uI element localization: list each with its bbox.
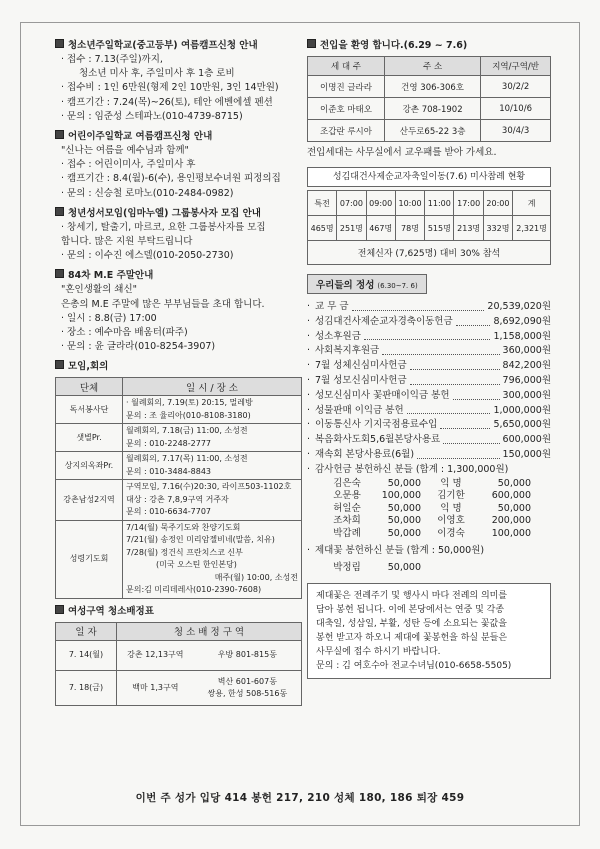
youth-camp-title: 청소년주일학교(중고등부) 여름캠프신청 안내 xyxy=(68,40,258,51)
text-line: · 캠프기간 : 8.4(월)-6(수), 용인평보수녀원 피정의집 xyxy=(61,173,281,185)
text-line: · 문의 : 이수진 에스델(010-2050-2730) xyxy=(61,250,234,262)
table-header: 일 시 / 장 소 xyxy=(123,378,302,396)
table-row: 조갑란 루시아 산두로65-22 3층 30/4/3 xyxy=(308,120,551,142)
cleaning-section xyxy=(55,604,302,706)
table-row xyxy=(56,670,302,705)
table-row xyxy=(56,452,302,480)
text-line: · 접수비 : 1인 6만원(형제 2인 10만원, 3인 14만원) xyxy=(61,82,279,94)
text-line: 합니다. 많은 지원 부탁드립니다 xyxy=(61,236,193,248)
thanks-row: 허일순 50,000 익 명 50,000 xyxy=(333,502,531,514)
text-line: "신나는 여름을 예수님과 함께" xyxy=(61,145,189,157)
text-line: 청소년 미사 후, 주일미사 후 1층 로비 xyxy=(79,68,235,80)
cleaning-table xyxy=(55,622,302,706)
cell-line: 대상 : 강촌 7,8,9구역 거주자 xyxy=(126,494,229,504)
note-line: 사무실에 접수 하시기 바랍니다. xyxy=(316,646,441,657)
attendance-section xyxy=(307,167,551,265)
left-column xyxy=(55,38,302,711)
welcome-note: 전입세대는 사무실에서 교우패를 받아 가세요. xyxy=(307,147,497,158)
offering-item: · 교 무 금 20,539,020원 xyxy=(307,301,551,312)
right-column xyxy=(307,38,551,679)
offering-item: · 7월 성모신심미사헌금 796,000원 xyxy=(307,374,551,386)
table-row: 이준호 마태오 강촌 708-1902 10/10/6 xyxy=(308,98,551,120)
text-line: · 접수 : 어린이미사, 주일미사 후 xyxy=(61,159,196,171)
offering-item: · 복음화사도회5,6월본당사용료 600,000원 xyxy=(307,434,551,446)
table-header: 세 대 주 xyxy=(308,57,385,76)
text-line: · 문의 : 신승철 로마노(010-2484-0982) xyxy=(61,187,234,199)
table-header: 지역/구역/반 xyxy=(481,57,551,76)
table-row xyxy=(56,520,302,598)
table-cell: 7. 18(금) xyxy=(56,670,117,705)
cell-line: 문의:김 미리데레사(010-2390-7608) xyxy=(126,585,262,595)
cell-line: 월례회의, 7.17(목) 11:00, 소성전 xyxy=(126,454,248,464)
group-name: 성령기도회 xyxy=(56,520,123,598)
meetings-title: 모임,회의 xyxy=(68,361,109,373)
welcome-section xyxy=(307,38,551,161)
cell-line: 문의 : 010-3484-8843 xyxy=(126,466,211,476)
welcome-title: 전입을 환영 합니다.(6.29 ~ 7.6) xyxy=(320,40,468,51)
table-cell: 벽산 601-607동 쌍용, 한성 508-516동 xyxy=(194,670,302,705)
altar-row: 박정림 50,000 xyxy=(333,562,421,574)
thanks-row: 조차희 50,000 이영호 200,000 xyxy=(333,515,531,527)
cleaning-title: 여성구역 청소배정표 xyxy=(68,605,154,617)
offering-item: · 성소후원금 1,158,000원 xyxy=(307,330,551,342)
text-line: 은총의 M.E 주말에 많은 부부님들을 초대 합니다. xyxy=(61,298,265,310)
meetings-section xyxy=(55,359,302,599)
text-line: · 문의 : 임준성 스테파노(010-4739-8715) xyxy=(61,110,243,122)
cell-line: 매주(월) 10:00, 소성전 xyxy=(214,572,298,582)
bullet-square-icon xyxy=(55,39,64,48)
group-name: 독서봉사단 xyxy=(56,396,123,424)
offering-item: · 성김대건사제순교자경축이동헌금 8,692,090원 xyxy=(307,315,551,327)
note-line: 문의 : 김 여호수아 전교수녀님(010-6658-5505) xyxy=(316,660,512,671)
thanks-title: 감사헌금 봉헌하신 분들 (합계 : 1,300,000원) xyxy=(315,463,509,475)
table-row: 이명진 글라라 건영 306-306호 30/2/2 xyxy=(308,76,551,98)
table-row xyxy=(56,480,302,521)
offering-item: · 사회복지후원금 360,000원 xyxy=(307,345,551,357)
hymn-footer: 이번 주 성가 입당 414 봉헌 217, 210 성체 180, 186 퇴장 459 xyxy=(135,792,465,804)
child-camp-title: 어린이주일학교 여름캠프신청 안내 xyxy=(68,131,213,143)
cell-line: 7/14(월) 묵주기도와 찬양기도회 xyxy=(126,522,241,532)
altar-note-box xyxy=(307,583,551,679)
cell-line: 문의 : 010-2248-2777 xyxy=(126,438,211,448)
welcome-table xyxy=(307,56,551,142)
bullet-square-icon xyxy=(55,269,64,278)
attendance-title: 성김대건사제순교자축일이동(7.6) 미사참례 현황 xyxy=(307,167,551,187)
bible-group-section xyxy=(55,206,302,264)
note-line: 제대꽃은 전례주기 및 행사시 마다 전례의 의미를 xyxy=(316,590,508,601)
altar-title: 제대꽃 봉헌하신 분들 (합계 : 50,000원) xyxy=(315,544,485,556)
offerings-section: 우리들의 정성 (6.30~7. 6) · 교 무 금 20,539,020원 · 성김대건사제순교자경축이동헌금 8,692,090원 · 성소후원금 1,158,000원 · 사회복지후원금 360,000원 · 7월 성체신심미사헌금 842,200원 · 7월 성모신심미사헌금 796,000원 · 성모신심미사 꽃판매이익금 봉헌 300,000원 · 성물판매 이익금 봉헌 1,000,000원 · 이동통신사 기지국점용료수입 5,650,000원 · 복음화사도회5,6월본당사용료 600,000원 · 재속회 본당사용료(6월) 150,000원 · 감사헌금 봉헌하신 분들 (합계 : 1,300,000원) 김은숙 50,000 익 명 50,000 오문용 100,000 김기한 600,000 허일순 50,000 익 명 50,000 조차희 50,000 이영호 200,000 박갑례 50,000 이경숙 100,000 · 제대꽃 봉헌하신 분들 (합계 : 50,000원) 박정림 50,000 xyxy=(307,270,551,575)
offering-item: · 성모신심미사 꽃판매이익금 봉헌 300,000원 xyxy=(307,389,551,401)
note-line: 대축일, 성삼일, 부활, 성탄 등에 소요되는 꽃값을 xyxy=(316,618,507,629)
table-cell: 7. 14(월) xyxy=(56,640,117,670)
thanks-row: 박갑례 50,000 이경숙 100,000 xyxy=(333,527,531,539)
table-row: 전체신자 (7,625명) 대비 30% 참석 xyxy=(308,241,551,265)
table-row: 특전 07:00 09:00 10:00 11:00 17:00 20:00 계 xyxy=(308,191,551,216)
table-header: 단체 xyxy=(56,378,123,396)
offering-item: · 이동통신사 기지국점용료수입 5,650,000원 xyxy=(307,419,551,431)
table-row xyxy=(56,424,302,452)
cell-line: 7/21(월) 송정인 미리암젤비네(말씀, 치유) xyxy=(126,535,275,545)
table-cell: 우방 801-815동 xyxy=(194,640,302,670)
text-line: · 캠프기간 : 7.24(목)~26(토), 테안 에벤에셀 펜션 xyxy=(61,96,273,108)
cell-line: 문의 : 010-6634-7707 xyxy=(126,507,211,517)
offerings-title: 우리들의 정성 xyxy=(316,280,375,291)
bullet-square-icon xyxy=(55,605,64,614)
text-line: · 창세기, 탈출기, 마르코, 요한 그룹봉사자를 모집 xyxy=(61,221,266,233)
group-name: 상지의옥좌Pr. xyxy=(56,452,123,480)
me-title: 84차 M.E 주말안내 xyxy=(68,270,154,282)
group-name: 샛별Pr. xyxy=(56,424,123,452)
text-line: · 접수 : 7.13(주일)까지, xyxy=(61,54,163,65)
offering-item: · 7월 성체신심미사헌금 842,200원 xyxy=(307,360,551,372)
child-camp-section xyxy=(55,129,302,201)
offering-item: · 재속회 본당사용료(6월) 150,000원 xyxy=(307,448,551,460)
thanks-row: 오문용 100,000 김기한 600,000 xyxy=(333,490,531,502)
table-cell: 백마 1,3구역 xyxy=(117,670,194,705)
cell-line: 7/28(월) 정건식 프란치스코 신부 xyxy=(126,547,243,557)
text-line: · 일시 : 8.8(금) 17:00 xyxy=(61,312,157,324)
bullet-square-icon xyxy=(55,207,64,216)
offering-item: · 성물판매 이익금 봉헌 1,000,000원 xyxy=(307,404,551,416)
note-line: 담아 봉헌 됩니다. 이에 본당에서는 연중 및 각종 xyxy=(316,604,505,615)
cell-line: 문의 : 조 율리아(010-8108-3180) xyxy=(126,410,251,420)
table-header: 일 자 xyxy=(56,622,117,640)
cell-line: (미국 오스틴 한인본당) xyxy=(156,560,237,570)
text-line: "혼인생활의 쇄신" xyxy=(61,284,137,296)
group-name: 강촌남성2지역 xyxy=(56,480,123,521)
cell-line: 월례회의, 7.18(금) 11:00, 소성전 xyxy=(126,426,248,436)
table-header: 청 소 배 정 구 역 xyxy=(117,622,302,640)
table-row xyxy=(56,396,302,424)
text-line: · 장소 : 예수마음 배움터(파주) xyxy=(61,327,188,339)
table-header: 주 소 xyxy=(385,57,481,76)
thanks-row: 김은숙 50,000 익 명 50,000 xyxy=(333,477,531,489)
youth-camp-section xyxy=(55,38,302,124)
table-row: 465명 251명 467명 78명 515명 213명 332명 2,321명 xyxy=(308,216,551,241)
attendance-table xyxy=(307,190,551,265)
table-cell: 강촌 12,13구역 xyxy=(117,640,194,670)
me-section xyxy=(55,268,302,354)
note-line: 봉헌 받고자 하오니 제대에 꽃봉헌을 하실 분들은 xyxy=(316,632,508,643)
cell-line: · 월례회의, 7.19(토) 20:15, 멀레방 xyxy=(126,398,253,408)
meetings-table xyxy=(55,377,302,599)
text-line: · 문의 : 윤 글라라(010-8254-3907) xyxy=(61,341,216,353)
bullet-square-icon xyxy=(55,130,64,139)
cell-line: 구역모임, 7.16(수)20:30, 라이프503-1102호 xyxy=(126,482,292,492)
bible-group-title: 청년성서모임(임마누엘) 그룹봉사자 모집 안내 xyxy=(68,207,261,219)
offerings-period: (6.30~7. 6) xyxy=(377,282,418,290)
bullet-square-icon xyxy=(307,39,316,48)
bullet-square-icon xyxy=(55,360,64,369)
table-row xyxy=(56,640,302,670)
